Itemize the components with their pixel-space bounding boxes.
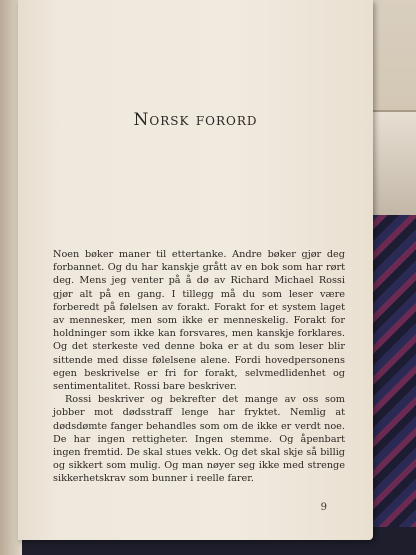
chapter-heading: Norsk forord: [133, 110, 258, 130]
book-page: [18, 0, 373, 540]
page-number: 9: [320, 502, 327, 513]
paragraph-1: Noen bøker maner til ettertanke. Andre bøker gjør deg forbannet. Og du har kanskje grått av en bok som har rørt deg. Mens jeg venter på å dø av Richard Michael Rossi gjør alt på en gang. I tillegg må du som leser være forberedt på følelsen av forakt. Forakt for et system laget av mennesker, men som ikke er menneskelig. Forakt for holdninger som ikke kan forsvares, men kanskje forklares. Og det sterkeste ved denne boka er at du som leser blir sittende med disse følelsene alene. Fordi hovedpersonens egen beskrivelse er fri for forakt, selvmedlidenhet og sentimentalitet. Rossi bare beskriver.: [53, 249, 345, 393]
background-fabric: [368, 215, 416, 555]
paragraph-2: Rossi beskriver og bekrefter det mange av oss som jobber mot dødsstraff lenge har fryktet. Nemlig at dødsdømte fanger behandles som om de ikke er verdt noe. De har ingen rettigheter. Ingen stemme. Og åpenbart ingen fremtid. De skal stues vekk. Og det skal skje så billig og sikkert som mulig. Og man nøyer seg ikke med strenge sikkerhetskrav som bunner i reelle farer.: [53, 394, 345, 485]
body-text: [53, 248, 345, 486]
